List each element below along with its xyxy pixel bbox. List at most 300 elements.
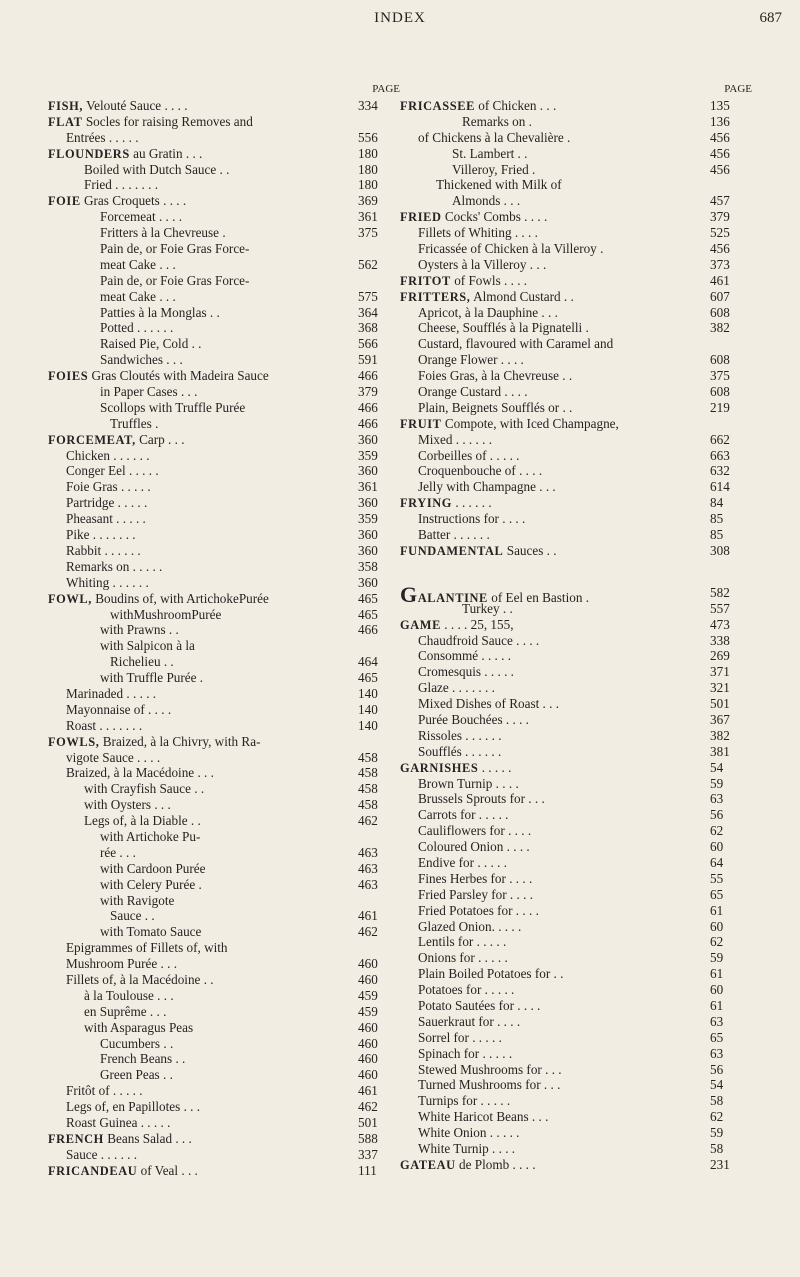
entry-page-number: 219: [710, 399, 730, 415]
index-entry: [400, 1077, 752, 1093]
entry-label: Villeroy, Fried .: [452, 161, 536, 177]
entry-label: Roast Guinea . . . . .: [66, 1115, 171, 1130]
entry-label: Brown Turnip . . . .: [418, 775, 519, 791]
entry-label: de Plomb . . . .: [459, 1156, 536, 1172]
entry-text: [418, 384, 528, 400]
index-entry: [48, 1083, 400, 1099]
entry-label: Turkey . .: [462, 600, 513, 616]
index-entry: [48, 209, 400, 225]
entry-label: Turned Mushrooms for . . .: [418, 1077, 561, 1093]
entry-text: [84, 1004, 166, 1020]
entry-text: [84, 177, 158, 193]
entry-label: with Truffle Purée .: [100, 670, 204, 686]
entry-text: [66, 130, 139, 146]
entry-text: [418, 648, 511, 664]
entry-label: Marinaded . . . . .: [66, 685, 157, 701]
entry-text: [66, 1083, 143, 1099]
entry-label: Green Peas . .: [100, 1067, 173, 1083]
entry-text: [400, 416, 619, 433]
entry-label: meat Cake . . .: [100, 288, 176, 304]
entry-page-number: 360: [358, 431, 378, 447]
entry-page-number: 501: [710, 696, 730, 712]
entry-heading: FOIE: [48, 194, 81, 209]
index-column-left: [48, 80, 400, 1179]
entry-label: Potatoes for . . . . .: [418, 982, 515, 998]
entry-text: [418, 903, 539, 919]
entry-label: Braized, à la Macédoine . . .: [66, 765, 214, 781]
entry-page-number: 140: [358, 717, 378, 733]
entry-label: Onions for . . . . .: [418, 950, 508, 966]
index-entry: [400, 479, 752, 495]
entry-text: [418, 712, 529, 728]
entry-label: vigote Sauce . . . .: [66, 749, 161, 765]
entry-text: [48, 591, 269, 608]
entry-page-number: 375: [710, 368, 730, 384]
entry-label: Fillets of Whiting . . . .: [418, 225, 538, 241]
entry-page-number: 361: [358, 479, 378, 495]
entry-page-number: 59: [710, 775, 724, 791]
entry-text: [418, 887, 533, 903]
entry-page-number: 231: [710, 1156, 730, 1172]
entry-heading: FORCEMEAT,: [48, 432, 136, 447]
entry-label: Pain de, or Foie Gras Force-: [100, 272, 250, 288]
index-entry: [48, 591, 400, 607]
index-entry: [400, 352, 752, 368]
entry-text: [100, 305, 220, 321]
entry-heading: FRUIT: [400, 416, 442, 431]
entry-page-number: 462: [358, 1099, 378, 1115]
entry-page-number: 465: [358, 670, 378, 686]
index-entry: [48, 877, 400, 893]
entry-text: [66, 448, 150, 464]
entry-label: Boiled with Dutch Sauce . .: [84, 161, 230, 177]
index-entry: [48, 845, 400, 861]
entry-page-number: 525: [710, 225, 730, 241]
entry-text: [400, 98, 556, 115]
entry-label: Velouté Sauce . . . .: [86, 98, 188, 113]
entry-text: [110, 654, 174, 670]
index-entry: [400, 273, 752, 289]
entry-text: [418, 744, 501, 760]
index-entry: [400, 934, 752, 950]
entry-text: [100, 845, 136, 861]
index-entry: [400, 98, 752, 114]
entry-page-number: 360: [358, 527, 378, 543]
entry-label: Gras Croquets . . . .: [84, 193, 187, 209]
entry-text: [66, 972, 214, 988]
entry-text: [84, 797, 171, 813]
index-entry: [400, 1030, 752, 1046]
index-entry: [48, 193, 400, 209]
index-entry: [48, 146, 400, 162]
index-entry: [48, 702, 400, 718]
entry-label: Partridge . . . . .: [66, 495, 148, 511]
index-entry: [400, 448, 752, 464]
section-gap: [400, 559, 752, 585]
entry-text: [100, 1036, 173, 1052]
entry-page-number: 608: [710, 352, 730, 368]
entry-label: Compote, with Iced Champagne,: [444, 415, 619, 431]
entry-page-number: 60: [710, 839, 724, 855]
entry-label: Glaze . . . . . . .: [418, 680, 495, 696]
entry-page-number: 460: [358, 1051, 378, 1067]
index-entry: [48, 352, 400, 368]
index-entry: [48, 162, 400, 178]
entry-page-number: 462: [358, 924, 378, 940]
index-entry: [400, 712, 752, 728]
entry-heading: GAME: [400, 617, 441, 632]
entry-page-number: 54: [710, 759, 724, 775]
entry-label: of Chickens à la Chevalière .: [418, 129, 571, 145]
entry-text: [418, 966, 563, 982]
entry-text: [418, 982, 514, 998]
entry-text: [418, 400, 572, 416]
entry-label: Stewed Mushrooms for . . .: [418, 1061, 562, 1077]
index-entry: [48, 479, 400, 495]
entry-text: [400, 273, 527, 290]
index-entry: [400, 320, 752, 336]
entry-label: . . . . 25, 155,: [444, 616, 514, 632]
entry-text: [418, 432, 492, 448]
entry-page-number: 460: [358, 971, 378, 987]
entry-label: Sauce . .: [110, 908, 155, 924]
entry-label: with Crayfish Sauce . .: [84, 781, 205, 797]
entry-text: [66, 559, 162, 575]
entry-label: of Eel en Bastion .: [491, 589, 590, 605]
entry-text: [418, 664, 514, 680]
entry-page-number: 63: [710, 1045, 724, 1061]
index-entry: [48, 448, 400, 464]
entry-heading: FRIED: [400, 210, 442, 225]
entry-text: [400, 209, 547, 226]
index-entry: [48, 750, 400, 766]
entry-page-number: 461: [358, 1083, 378, 1099]
index-entry: [48, 813, 400, 829]
entry-page-number: 459: [358, 1003, 378, 1019]
entry-page-number: 60: [710, 918, 724, 934]
page-title: INDEX: [374, 10, 426, 26]
entry-label: Foies Gras, à la Chevreuse . .: [418, 368, 573, 384]
entry-page-number: 588: [358, 1130, 378, 1146]
entry-label: . . . . .: [481, 759, 512, 775]
entry-label: Fritôt of . . . . .: [66, 1083, 143, 1099]
entry-text: [418, 527, 490, 543]
index-entry: [48, 400, 400, 416]
entry-page-number: 466: [358, 368, 378, 384]
entry-page-number: 501: [358, 1115, 378, 1130]
entry-text: [418, 998, 540, 1014]
entry-text: [418, 680, 495, 696]
index-entry: [400, 823, 752, 839]
entry-text: [100, 622, 179, 638]
entry-page-number: 466: [358, 622, 378, 638]
entry-label: Sauerkraut for . . . .: [418, 1013, 521, 1029]
entry-label: White Turnip . . . .: [418, 1141, 516, 1156]
entry-label: Potato Sautées for . . . .: [418, 997, 541, 1013]
entry-heading: GALANTINE: [400, 581, 488, 607]
entry-heading: FRICASSEE: [400, 99, 475, 113]
entry-page-number: 360: [358, 574, 378, 590]
index-entry: [400, 728, 752, 744]
entry-label: Endive for . . . . .: [418, 854, 507, 870]
entry-page-number: 140: [358, 685, 378, 701]
index-entry: [400, 998, 752, 1014]
entry-text: [100, 1067, 173, 1083]
entry-page-number: 460: [358, 956, 378, 972]
entry-text: [100, 877, 202, 893]
index-entry: [48, 924, 400, 940]
entry-page-number: 663: [710, 447, 730, 463]
entry-text: [66, 1115, 170, 1131]
entry-label: Croquenbouche of . . . .: [418, 463, 543, 479]
entry-text: [48, 193, 186, 210]
entry-page-number: 64: [710, 854, 724, 870]
entry-page-number: 63: [710, 1013, 724, 1029]
entry-page-number: 456: [710, 161, 730, 177]
index-entry: [48, 956, 400, 972]
entry-page-number: 591: [358, 352, 378, 368]
entry-page-number: 369: [358, 193, 378, 209]
entry-label: with Artichoke Pu-: [100, 828, 201, 844]
entry-label: Cheese, Soufflés à la Pignatelli .: [418, 320, 589, 336]
entry-page-number: 308: [710, 542, 730, 558]
index-entry: [400, 648, 752, 664]
entry-text: [48, 1131, 192, 1148]
entry-label: Almonds . . .: [452, 193, 521, 209]
entry-text: [48, 734, 260, 751]
entry-heading: FOWLS,: [48, 734, 100, 749]
index-column-right: [400, 80, 752, 1173]
entry-text: [48, 98, 188, 115]
entry-label: Pike . . . . . . .: [66, 527, 136, 543]
entry-label: Apricot, à la Dauphine . . .: [418, 304, 558, 320]
entry-label: Mushroom Purée . . .: [66, 956, 177, 972]
entry-text: [100, 400, 245, 416]
entry-text: [452, 162, 535, 178]
index-entry: [48, 511, 400, 527]
entry-text: [418, 871, 532, 887]
index-entry: [400, 543, 752, 559]
entry-text: [418, 1030, 502, 1046]
entry-label: Purée Bouchées . . . .: [418, 711, 529, 727]
entry-text: [400, 289, 574, 306]
entry-text: [418, 463, 542, 479]
entry-text: [100, 893, 174, 909]
entry-page-number: 473: [710, 616, 730, 632]
entry-text: [418, 919, 521, 935]
entry-page-number: 136: [710, 113, 730, 129]
entry-label: Potted . . . . . .: [100, 320, 174, 336]
index-entry: [48, 336, 400, 352]
entry-page-number: 368: [358, 320, 378, 336]
entry-page-number: 63: [710, 791, 724, 807]
entry-heading: FOIES: [48, 369, 89, 384]
index-entry: [400, 384, 752, 400]
entry-text: [84, 813, 201, 829]
index-entry: [48, 98, 400, 114]
index-entry: [48, 463, 400, 479]
entry-text: [418, 633, 539, 649]
entry-page-number: 61: [710, 997, 724, 1013]
index-entry: [400, 855, 752, 871]
entry-text: [66, 718, 142, 734]
entry-page-number: 466: [358, 415, 378, 431]
entry-text: [66, 511, 146, 527]
entry-label: Roast . . . . . . .: [66, 717, 143, 733]
index-entry: [400, 1046, 752, 1062]
index-entry: [400, 416, 752, 432]
entry-label: Rabbit . . . . . .: [66, 542, 141, 558]
index-entry: [48, 829, 400, 845]
entry-text: [100, 924, 201, 940]
index-entry: [48, 861, 400, 877]
entry-page-number: 337: [358, 1146, 378, 1162]
entry-page-number: 662: [710, 431, 730, 447]
entry-label: Carrots for . . . . .: [418, 807, 509, 823]
entry-page-number: 460: [358, 1067, 378, 1083]
entry-label: Cucumbers . .: [100, 1035, 174, 1051]
entry-page-number: 61: [710, 966, 724, 982]
entry-page-number: 55: [710, 870, 724, 886]
index-entry: [400, 950, 752, 966]
entry-text: [48, 368, 269, 385]
index-entry: [400, 1109, 752, 1125]
entry-label: Consommé . . . . .: [418, 648, 512, 664]
entry-page-number: 459: [358, 987, 378, 1003]
index-entry: [48, 1115, 400, 1131]
index-entry: [400, 791, 752, 807]
entry-text: [48, 1163, 198, 1180]
page-column-label: PAGE: [724, 83, 752, 95]
entry-label: Custard, flavoured with Caramel and: [418, 336, 614, 352]
entry-text: [418, 1109, 548, 1125]
entry-text: [418, 479, 556, 495]
entry-page-number: 466: [358, 399, 378, 415]
index-entry: [400, 581, 752, 607]
index-entry: [48, 543, 400, 559]
entry-text: [418, 696, 559, 712]
entry-label: Sandwiches . . .: [100, 352, 183, 368]
entry-page-number: 379: [710, 209, 730, 225]
entry-label: . . . . . .: [455, 495, 492, 511]
entry-text: [418, 336, 613, 352]
entry-label: rée . . .: [100, 844, 136, 860]
entry-label: Fillets of, à la Macédoine . .: [66, 971, 214, 987]
entry-heading: GARNISHES: [400, 760, 479, 775]
entry-page-number: 360: [358, 542, 378, 558]
entry-page-number: 65: [710, 886, 724, 902]
index-entry: [400, 664, 752, 680]
entry-page-number: 59: [710, 950, 724, 966]
entry-label: Remarks on .: [462, 113, 532, 129]
entry-page-number: 458: [358, 781, 378, 797]
entry-page-number: 140: [358, 701, 378, 717]
entry-text: [66, 479, 151, 495]
entry-label: Legs of, à la Diable . .: [84, 813, 201, 829]
entry-label: Truffles .: [110, 415, 159, 431]
entry-page-number: 54: [710, 1077, 724, 1093]
entry-text: [100, 638, 195, 654]
index-entry: [48, 622, 400, 638]
index-entry: [48, 1131, 400, 1147]
entry-label: Chaudfroid Sauce . . . .: [418, 632, 540, 648]
entry-label: Whiting . . . . . .: [66, 574, 149, 590]
entry-label: Thickened with Milk of: [436, 177, 562, 193]
index-entry: [48, 1099, 400, 1115]
entry-text: [418, 320, 589, 336]
index-entry: [48, 416, 400, 432]
entry-label: Glazed Onion. . . . .: [418, 918, 522, 934]
index-entry: [48, 797, 400, 813]
index-entry: [48, 781, 400, 797]
entry-heading: FOWL,: [48, 591, 92, 606]
entry-page-number: 58: [710, 1141, 724, 1156]
entry-label: Plain, Beignets Soufflés or . .: [418, 399, 573, 415]
entry-label: with Cardoon Purée: [100, 860, 206, 876]
entry-label: Pain de, or Foie Gras Force-: [100, 241, 250, 257]
entry-label: Sauces . .: [506, 542, 557, 558]
entry-label: Spinach for . . . . .: [418, 1045, 513, 1061]
entry-label: Fried . . . . . . .: [84, 177, 158, 193]
entry-text: [100, 320, 173, 336]
entry-page-number: 85: [710, 511, 724, 527]
entry-page-number: 461: [710, 272, 730, 288]
entry-text: [418, 511, 525, 527]
entry-text: [418, 130, 570, 146]
entry-page-number: 84: [710, 495, 724, 511]
entry-page-number: 465: [358, 590, 378, 606]
entry-label: French Beans . .: [100, 1051, 186, 1067]
entry-page-number: 135: [710, 98, 730, 113]
entry-heading: FRITOT: [400, 273, 451, 288]
index-entry: [400, 209, 752, 225]
entry-page-number: 56: [710, 1061, 724, 1077]
entry-text: [400, 760, 511, 777]
entry-text: [418, 1093, 510, 1109]
entry-text: [418, 1141, 515, 1157]
index-entry: [48, 908, 400, 924]
entry-label: with Salpicon à la: [100, 638, 195, 654]
entry-text: [400, 543, 557, 560]
entry-label: Boudins of, with ArtichokePurée: [95, 590, 269, 606]
entry-label: in Paper Cases . . .: [100, 384, 198, 400]
entry-page-number: 632: [710, 463, 730, 479]
entry-text: [100, 336, 201, 352]
entry-label: Mixed Dishes of Roast . . .: [418, 696, 560, 712]
index-entry: [48, 225, 400, 241]
entry-text: [66, 702, 171, 718]
entry-page-number: 358: [358, 558, 378, 574]
entry-text: [418, 448, 519, 464]
index-entry: [400, 617, 752, 633]
entry-label: Plain Boiled Potatoes for . .: [418, 966, 564, 982]
entry-page-number: 180: [358, 161, 378, 177]
entry-label: Socles for raising Removes and: [85, 113, 253, 129]
index-entry: [48, 257, 400, 273]
entry-text: [66, 940, 228, 956]
entry-label: Coloured Onion . . . .: [418, 839, 530, 855]
entry-label: en Suprême . . .: [84, 1003, 167, 1019]
index-entry: [400, 114, 752, 130]
entry-page-number: 382: [710, 320, 730, 336]
index-entry: [48, 734, 400, 750]
entry-text: [84, 988, 174, 1004]
entry-page-number: 334: [358, 98, 378, 113]
entry-heading: FRICANDEAU: [48, 1163, 138, 1178]
entry-page-number: 457: [710, 193, 730, 209]
entry-label: Cromesquis . . . . .: [418, 664, 514, 680]
entry-page-number: 465: [358, 606, 378, 622]
